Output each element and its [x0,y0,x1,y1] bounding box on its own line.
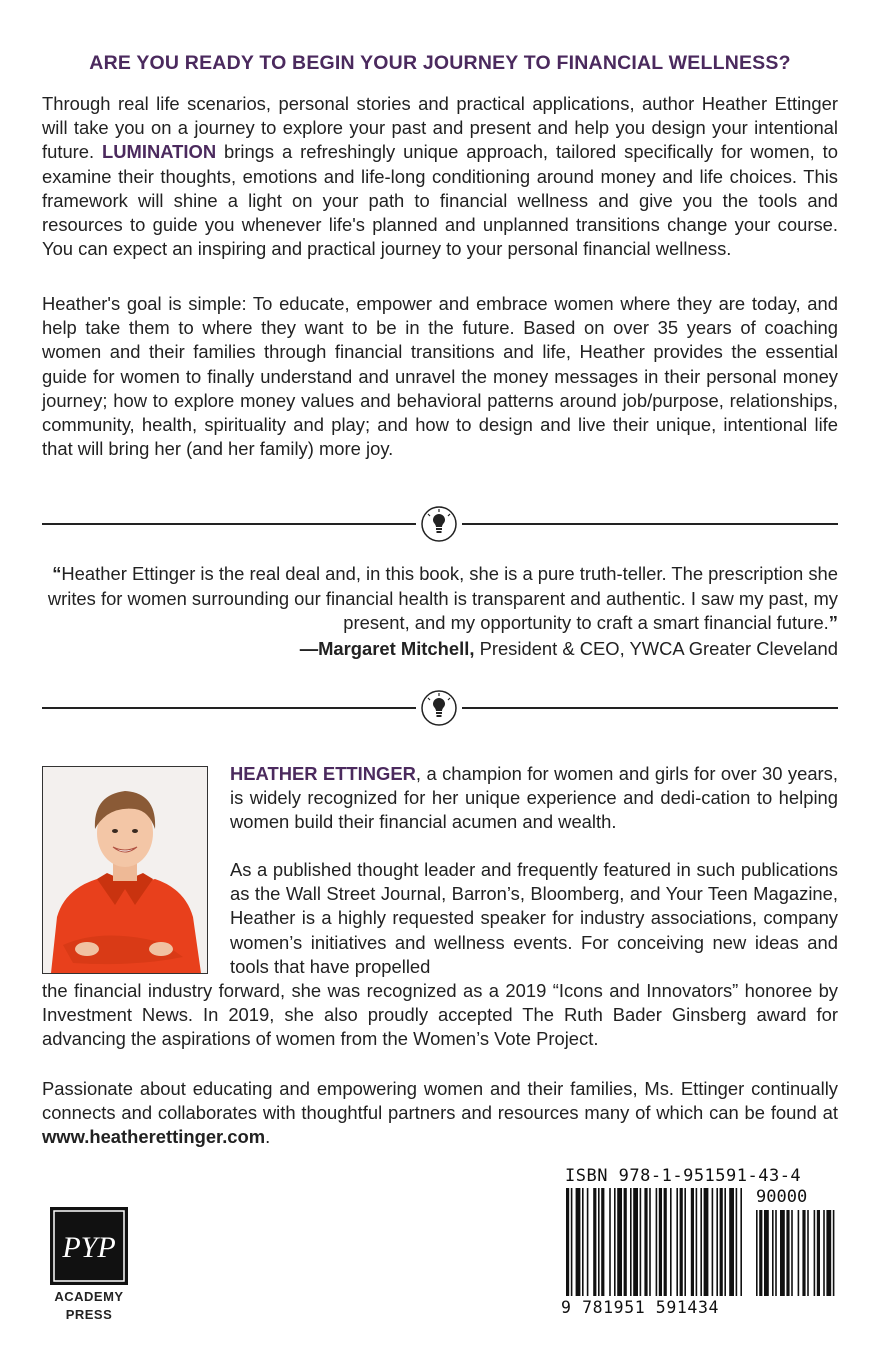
barcode-bar [571,1188,573,1296]
barcode-addon-bar [764,1210,769,1296]
testimonial-attribution [42,638,838,660]
barcode-bar [649,1188,651,1296]
author-name: HEATHER ETTINGER [230,763,416,784]
bio-text-1: , a champion for women and girls for over 30 years, is widely recognized for her unique experience and dedi-cation to helping women build their financial acumen and wealth. [230,763,838,833]
barcode-addon-bar [775,1210,777,1296]
barcode-bar [712,1188,714,1296]
barcode-addon-bar [807,1210,809,1296]
price-code: 90000 [756,1187,808,1207]
testimonial-text: Heather Ettinger is the real deal and, in this book, she is a pure truth-teller. The prescription she writes for women surrounding our financial health is transparent and authentic. I saw my past, my present, and my opportunity to craft a smart financial future. [47,563,838,633]
barcode-bar [664,1188,667,1296]
barcode-addon-bar [772,1210,774,1296]
barcode-bar [609,1188,611,1296]
isbn-number: ISBN 978-1-951591-43-4 [565,1166,802,1186]
publisher-name-line1: ACADEMY [54,1289,124,1304]
lightbulb-ornament-icon [419,688,459,728]
barcode-bar [720,1188,723,1296]
lightbulb-ornament-icon [419,504,459,544]
divider-line-left [42,523,416,525]
barcode-addon-bar [823,1210,825,1296]
intro-text-1: Through real life scenarios, personal stories and practical applications, author Heather Ettinger will take you on a journey to explore your past and present and help you design your intentional future. [42,93,838,163]
barcode-bar [704,1188,709,1296]
ean-digits: 9 781951 591434 [561,1298,720,1317]
barcode-bar [566,1188,569,1296]
barcode-addon-bar [826,1210,831,1296]
barcode-addon-bar [786,1210,789,1296]
barcode-addon-bar [817,1210,820,1296]
ornament-divider-top [42,504,838,544]
barcode-bar [691,1188,694,1296]
barcode-bar [624,1188,627,1296]
barcode-bar [700,1188,702,1296]
barcode-bar [684,1188,686,1296]
publisher-logo-text: PYP [62,1231,116,1264]
intro-paragraph [42,92,838,261]
barcode-bar [656,1188,658,1296]
barcode-bar [640,1188,642,1296]
open-quote-mark: “ [52,563,62,584]
barcode-bar [617,1188,622,1296]
website-link[interactable]: www.heatherettinger.com [42,1126,266,1148]
barcode-bar [696,1188,698,1296]
barcode-bar [729,1188,734,1296]
barcode-bar [576,1188,581,1296]
publisher-logo-icon [50,1207,128,1285]
barcode-bar [582,1188,584,1296]
barcode-addon-bar [791,1210,793,1296]
barcode-addon-bar [814,1210,816,1296]
barcode-bar [630,1188,632,1296]
divider-line-right [462,523,838,525]
barcode-addon-bar [780,1210,785,1296]
goal-paragraph: Heather's goal is simple: To educate, empower and embrace women where they are today, and help take them to where they want to be in the future. Based on over 35 years of coaching women and their families through financial transitions and life, Heather provides the essential guide for women to finally understand and unravel the money messages in their personal money journey; how to explore money values and behavioral patterns around job/purpose, relationships, community, health, spirituality and play; and how to design and live their unique, intentional life that will bring her (and her family) more joy. [42,293,838,460]
bio-paragraph-3 [42,1077,838,1150]
divider-line-left [42,707,416,709]
testimonial-author: —Margaret Mitchell, [299,638,475,659]
barcode-bar [740,1188,742,1296]
bio-text-3: Passionate about educating and empowering women and their families, Ms. Ettinger continually connects and collaborates with thoughtful partners and resources many of which can be found at [42,1078,838,1124]
barcode-addon-bar [798,1210,800,1296]
barcode-bar [598,1188,600,1296]
testimonial-author-title: President & CEO, YWCA Greater Cleveland [474,638,838,659]
intro-text-2: brings a refreshingly unique approach, tailored specifically for women, to examine their thoughts, emotions and life-long conditioning around money and life choices. This framework will shine a light on your path to financial wellness and give you the tools and resources to guide you whenever life's planned and unplanned transitions change your course. You can expect an inspiring and practical journey to your personal financial wellness. [42,141,838,260]
barcode-bar [676,1188,678,1296]
close-quote-mark: ” [828,612,838,633]
bio-paragraph-2-top: As a published thought leader and frequently featured in such publications as the Wall Street Journal, Barron’s, Bloomberg, and Your Teen Magazine, Heather is a highly requested speaker for industry associations, company women’s initiatives and wellness events. For conceiving new ideas and tools that have propelled [230,859,838,977]
barcode-addon-bar [833,1210,835,1296]
bio-paragraph-1 [230,762,838,835]
barcode-addon-bar [802,1210,805,1296]
publisher-name-line2: PRESS [65,1307,113,1322]
barcode-bar [680,1188,683,1296]
testimonial-quote [30,562,838,636]
cover-heading: ARE YOU READY TO BEGIN YOUR JOURNEY TO FINANCIAL WELLNESS? [89,52,791,74]
bio-paragraph-2-bottom: the financial industry forward, she was recognized as a 2019 “Icons and Innovators” honoree by Investment News. In 2019, she also proudly accepted The Ruth Bader Ginsberg award for advancing the aspirations of women from the Women’s Vote Project. [42,980,838,1050]
barcode-addon-bar [759,1210,762,1296]
barcode-bar [724,1188,726,1296]
barcode-addon-bar [756,1210,758,1296]
barcode-bar [659,1188,662,1296]
barcode-bar [601,1188,604,1296]
barcode-bar [670,1188,672,1296]
barcode-bar [587,1188,589,1296]
barcode-bar [644,1188,647,1296]
barcode-bar [593,1188,596,1296]
barcode-bar [633,1188,638,1296]
divider-line-right [462,707,838,709]
barcode-bar [614,1188,616,1296]
author-photo [42,766,208,974]
ean-barcode [566,1188,838,1300]
bio-text-3-end: . [265,1126,271,1148]
barcode-bar [736,1188,738,1296]
book-title-emphasis: LUMINATION [102,141,217,163]
ornament-divider-bottom [42,688,838,728]
barcode-bar [716,1188,718,1296]
